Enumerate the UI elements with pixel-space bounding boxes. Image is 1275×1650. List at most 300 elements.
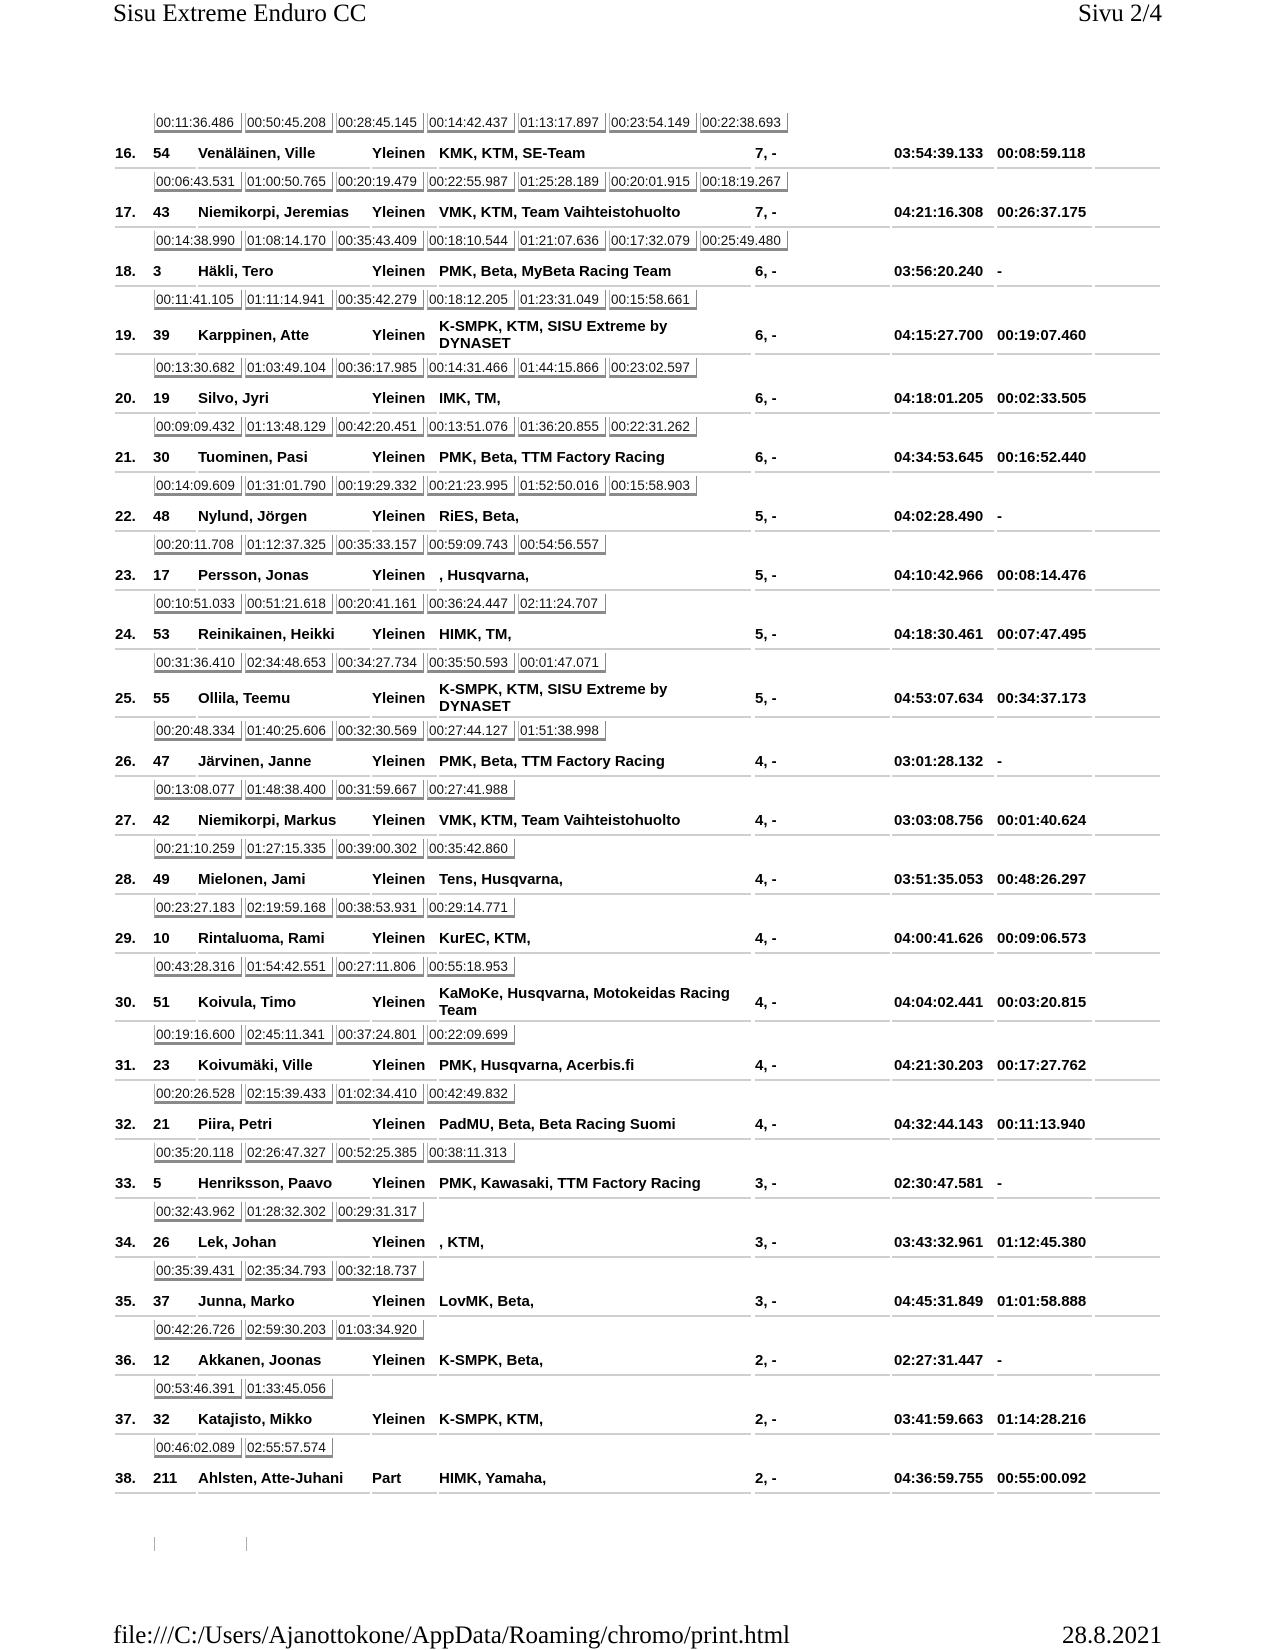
lap-time-cell: 00:35:20.118	[154, 1143, 242, 1163]
rider-club: KurEC, KTM,	[439, 930, 531, 947]
lap-time-cell: 00:23:02.597	[609, 358, 697, 378]
cell-underline	[1095, 716, 1160, 718]
rider-number: 12	[153, 1352, 170, 1369]
cell-underline	[198, 589, 370, 591]
lap-time-cell: 00:52:25.385	[336, 1143, 424, 1163]
cell-underline	[198, 1315, 370, 1317]
cell-underline	[198, 1020, 370, 1022]
lap-time-cell: 00:27:44.127	[427, 721, 515, 741]
cell-underline	[115, 285, 153, 287]
result-row	[115, 982, 1160, 1022]
cell-underline	[153, 716, 196, 718]
cell-underline	[997, 1374, 1092, 1376]
cell-underline	[198, 471, 370, 473]
lap-time-cell: 00:18:12.205	[427, 290, 515, 310]
lap-time-cell: 01:51:38.998	[518, 721, 606, 741]
cell-underline	[115, 1256, 153, 1258]
lap-time-cell: 01:25:28.189	[518, 172, 606, 192]
cell-underline	[115, 648, 153, 650]
total-time: 04:21:30.203	[894, 1057, 984, 1074]
lap-time-cell: 01:36:20.855	[518, 417, 606, 437]
lap-time-cell: 00:39:00.302	[336, 839, 424, 859]
cell-underline	[997, 1079, 1092, 1081]
cell-underline	[892, 530, 994, 532]
cell-underline	[755, 471, 890, 473]
rider-club: PMK, Husqvarna, Acerbis.fi	[439, 1057, 635, 1074]
cell-underline	[372, 530, 437, 532]
laps-completed: 5, -	[755, 626, 777, 643]
result-row	[115, 1463, 1160, 1494]
rider-club: PMK, Beta, MyBeta Racing Team	[439, 263, 672, 280]
lap-time-cell: 00:31:59.667	[336, 780, 424, 800]
cell-underline	[755, 1315, 890, 1317]
cell-underline	[1095, 1315, 1160, 1317]
lap-times-row	[154, 653, 609, 677]
cell-underline	[439, 716, 751, 718]
result-position: 28.	[115, 871, 136, 888]
lap-time-cell: 01:21:07.636	[518, 231, 606, 251]
lap-time-cell: 00:23:27.183	[154, 898, 242, 918]
lap-time-cell: 00:36:17.985	[336, 358, 424, 378]
lap-times-row	[154, 1261, 427, 1285]
result-position: 38.	[115, 1470, 136, 1487]
cell-underline	[198, 775, 370, 777]
lap-time-cell: 02:15:39.433	[245, 1084, 333, 1104]
cell-underline	[892, 412, 994, 414]
time-gap: 00:01:40.624	[997, 812, 1087, 829]
laps-completed: 2, -	[755, 1470, 777, 1487]
lap-time-cell: 00:19:16.600	[154, 1025, 242, 1045]
lap-times-row	[154, 1379, 336, 1403]
cell-underline	[153, 1374, 196, 1376]
cell-underline	[997, 648, 1092, 650]
cell-underline	[372, 1433, 437, 1435]
cell-underline	[372, 353, 437, 355]
cell-underline	[372, 775, 437, 777]
cell-underline	[198, 1433, 370, 1435]
cell-underline	[198, 834, 370, 836]
cell-underline	[153, 648, 196, 650]
cell-underline	[198, 716, 370, 718]
cell-underline	[997, 1138, 1092, 1140]
lap-time-cell: 00:21:10.259	[154, 839, 242, 859]
lap-time-cell: 01:03:49.104	[245, 358, 333, 378]
rider-class: Yleinen	[372, 1234, 426, 1251]
cell-underline	[1095, 471, 1160, 473]
cell-underline	[439, 285, 751, 287]
cell-underline	[892, 893, 994, 895]
cell-underline	[755, 716, 890, 718]
rider-club: PMK, Beta, TTM Factory Racing	[439, 449, 665, 466]
lap-time-cell: 00:13:30.682	[154, 358, 242, 378]
cell-underline	[115, 589, 153, 591]
rider-class: Yleinen	[372, 204, 426, 221]
time-gap: 00:16:52.440	[997, 449, 1087, 466]
lap-times-row	[154, 1202, 427, 1226]
cell-underline	[755, 167, 890, 169]
cell-underline	[439, 834, 751, 836]
rider-club: K-SMPK, KTM, SISU Extreme by DYNASET	[439, 681, 668, 715]
rider-number: 5	[153, 1175, 162, 1192]
rider-name: Venäläinen, Ville	[198, 145, 316, 162]
result-position: 23.	[115, 567, 136, 584]
footer-file-path: file:///C:/Users/Ajanottokone/AppData/Roaming/chromo/print.html	[113, 1622, 790, 1649]
cell-underline	[198, 285, 370, 287]
result-position: 29.	[115, 930, 136, 947]
cell-underline	[1095, 1079, 1160, 1081]
cell-underline	[372, 716, 437, 718]
total-time: 03:56:20.240	[894, 263, 984, 280]
cell-underline	[153, 1492, 196, 1494]
result-row	[115, 197, 1160, 228]
rider-class: Yleinen	[372, 1116, 426, 1133]
lap-time-cell: 00:29:14.771	[427, 898, 515, 918]
lap-time-cell: 01:23:31.049	[518, 290, 606, 310]
result-position: 27.	[115, 812, 136, 829]
cell-underline	[892, 1197, 994, 1199]
result-position: 20.	[115, 390, 136, 407]
total-time: 04:21:16.308	[894, 204, 984, 221]
rider-number: 21	[153, 1116, 170, 1133]
laps-completed: 7, -	[755, 145, 777, 162]
cell-underline	[153, 226, 196, 228]
cell-underline	[755, 353, 890, 355]
lap-time-cell: 02:26:47.327	[245, 1143, 333, 1163]
result-row	[115, 923, 1160, 954]
rider-class: Yleinen	[372, 508, 426, 525]
rider-club: VMK, KTM, Team Vaihteistohuolto	[439, 204, 681, 221]
rider-name: Junna, Marko	[198, 1293, 295, 1310]
lap-times-row	[154, 1438, 336, 1462]
lap-time-cell: 00:54:56.557	[518, 535, 606, 555]
laps-completed: 5, -	[755, 508, 777, 525]
cell-underline	[115, 893, 153, 895]
cell-underline	[198, 1492, 370, 1494]
cell-underline	[372, 1256, 437, 1258]
cell-underline	[997, 952, 1092, 954]
laps-completed: 2, -	[755, 1411, 777, 1428]
lap-times-row	[154, 358, 700, 382]
cell-underline	[997, 1197, 1092, 1199]
cell-underline	[755, 226, 890, 228]
laps-completed: 6, -	[755, 390, 777, 407]
cell-underline	[198, 1197, 370, 1199]
cell-underline	[115, 353, 153, 355]
cell-underline	[755, 1020, 890, 1022]
rider-name: Henriksson, Paavo	[198, 1175, 333, 1192]
lap-time-cell: 00:34:27.734	[336, 653, 424, 673]
time-gap: 00:55:00.092	[997, 1470, 1087, 1487]
lap-time-cell: 02:55:57.574	[245, 1438, 333, 1458]
rider-club: Tens, Husqvarna,	[439, 871, 563, 888]
cell-underline	[755, 1374, 890, 1376]
result-row	[115, 746, 1160, 777]
cell-underline	[115, 952, 153, 954]
result-row	[115, 1345, 1160, 1376]
lap-times-row	[154, 1025, 518, 1049]
result-position: 25.	[115, 689, 136, 707]
cell-underline	[372, 834, 437, 836]
total-time: 04:34:53.645	[894, 449, 984, 466]
rider-class: Yleinen	[372, 1293, 426, 1310]
lap-times-row	[154, 1084, 518, 1108]
lap-time-cell: 00:22:31.262	[609, 417, 697, 437]
lap-time-cell: 00:15:58.661	[609, 290, 697, 310]
cell-underline	[198, 1374, 370, 1376]
cell-underline	[1095, 1374, 1160, 1376]
time-gap: 00:08:59.118	[997, 145, 1086, 162]
cell-underline	[892, 589, 994, 591]
rider-name: Niemikorpi, Jeremias	[198, 204, 349, 221]
rider-name: Niemikorpi, Markus	[198, 812, 337, 829]
cell-underline	[1095, 1138, 1160, 1140]
total-time: 04:04:02.441	[894, 993, 984, 1011]
time-gap: 00:48:26.297	[997, 871, 1087, 888]
rider-club: , KTM,	[439, 1234, 484, 1251]
cell-underline	[153, 530, 196, 532]
lap-time-cell: 01:03:34.920	[336, 1320, 424, 1340]
rider-club: VMK, KTM, Team Vaihteistohuolto	[439, 812, 681, 829]
total-time: 03:43:32.961	[894, 1234, 984, 1251]
total-time: 04:45:31.849	[894, 1293, 984, 1310]
cell-underline	[439, 893, 751, 895]
cell-underline	[755, 648, 890, 650]
laps-completed: 6, -	[755, 263, 777, 280]
lap-time-cell: 00:32:30.569	[336, 721, 424, 741]
lap-time-cell: 00:28:45.145	[336, 113, 424, 133]
cell-underline	[153, 952, 196, 954]
lap-time-cell: 00:20:48.334	[154, 721, 242, 741]
rider-number: 43	[153, 204, 170, 221]
cell-underline	[892, 952, 994, 954]
cell-underline	[198, 1079, 370, 1081]
time-gap: 01:12:45.380	[997, 1234, 1087, 1251]
rider-name: Akkanen, Joonas	[198, 1352, 322, 1369]
rider-club: IMK, TM,	[439, 390, 501, 407]
rider-club: K-SMPK, Beta,	[439, 1352, 544, 1369]
cell-underline	[198, 1138, 370, 1140]
result-row	[115, 501, 1160, 532]
cell-underline	[439, 353, 751, 355]
result-position: 35.	[115, 1293, 136, 1310]
cell-underline	[153, 412, 196, 414]
cell-underline	[1095, 167, 1160, 169]
cell-underline	[198, 893, 370, 895]
result-position: 37.	[115, 1411, 136, 1428]
rider-class: Yleinen	[372, 1057, 426, 1074]
cell-underline	[1095, 952, 1160, 954]
total-time: 04:00:41.626	[894, 930, 984, 947]
cell-underline	[755, 589, 890, 591]
lap-time-cell: 01:33:45.056	[245, 1379, 333, 1399]
rider-name: Tuominen, Pasi	[198, 449, 308, 466]
laps-completed: 3, -	[755, 1175, 777, 1192]
lap-time-cell: 00:14:09.609	[154, 476, 242, 496]
cell-underline	[372, 1315, 437, 1317]
rider-name: Persson, Jonas	[198, 567, 309, 584]
cell-underline	[153, 1020, 196, 1022]
rider-number: 30	[153, 449, 170, 466]
cell-underline	[115, 1020, 153, 1022]
lap-times-row	[154, 594, 609, 618]
result-row	[115, 315, 1160, 355]
rider-name: Lek, Johan	[198, 1234, 277, 1251]
result-row	[115, 138, 1160, 169]
total-time: 03:54:39.133	[894, 145, 984, 162]
rider-class: Yleinen	[372, 449, 426, 466]
laps-completed: 5, -	[755, 689, 777, 707]
time-gap: 00:19:07.460	[997, 326, 1087, 344]
cell-underline	[153, 471, 196, 473]
lap-times-row	[154, 839, 518, 863]
cell-underline	[115, 716, 153, 718]
lap-time-cell: 02:11:24.707	[518, 594, 606, 614]
result-position: 32.	[115, 1116, 136, 1133]
cell-underline	[997, 226, 1092, 228]
total-time: 04:36:59.755	[894, 1470, 984, 1487]
total-time: 04:10:42.966	[894, 567, 984, 584]
cell-underline	[892, 775, 994, 777]
cell-underline	[1095, 775, 1160, 777]
laps-completed: 4, -	[755, 1057, 777, 1074]
time-gap: -	[997, 1352, 1002, 1369]
rider-number: 3	[153, 263, 162, 280]
rider-class: Yleinen	[372, 812, 426, 829]
result-position: 18.	[115, 263, 136, 280]
cell-underline	[997, 167, 1092, 169]
lap-times-row	[154, 535, 609, 559]
cell-underline	[115, 1138, 153, 1140]
laps-completed: 4, -	[755, 812, 777, 829]
rider-name: Häkli, Tero	[198, 263, 274, 280]
cell-underline	[1095, 1197, 1160, 1199]
lap-time-cell: 02:19:59.168	[245, 898, 333, 918]
lap-times-row	[154, 172, 791, 196]
cell-underline	[892, 1315, 994, 1317]
rider-club: PadMU, Beta, Beta Racing Suomi	[439, 1116, 676, 1133]
lap-time-cell: 00:32:18.737	[336, 1261, 424, 1281]
lap-time-cell: 00:50:45.208	[245, 113, 333, 133]
lap-time-cell: 00:18:19.267	[700, 172, 788, 192]
cell-underline	[439, 1433, 751, 1435]
cell-underline	[115, 1374, 153, 1376]
time-gap: 00:08:14.476	[997, 567, 1087, 584]
lap-time-cell: 00:25:49.480	[700, 231, 788, 251]
cell-underline	[439, 167, 751, 169]
lap-time-cell: 00:06:43.531	[154, 172, 242, 192]
rider-class: Yleinen	[372, 1411, 426, 1428]
cell-underline	[153, 1256, 196, 1258]
result-row	[115, 442, 1160, 473]
cell-underline	[1095, 893, 1160, 895]
total-time: 04:18:01.205	[894, 390, 984, 407]
total-time: 02:30:47.581	[894, 1175, 984, 1192]
rider-name: Koivumäki, Ville	[198, 1057, 313, 1074]
cell-underline	[439, 471, 751, 473]
rider-number: 48	[153, 508, 170, 525]
lap-time-cell: 00:32:43.962	[154, 1202, 242, 1222]
lap-time-cell: 00:14:38.990	[154, 231, 242, 251]
cell-underline	[439, 1315, 751, 1317]
rider-club: K-SMPK, KTM,	[439, 1411, 544, 1428]
lap-times-row	[154, 721, 609, 745]
cell-underline	[997, 716, 1092, 718]
rider-number: 55	[153, 689, 170, 707]
total-time: 04:18:30.461	[894, 626, 984, 643]
cell-underline	[153, 775, 196, 777]
cell-underline	[153, 353, 196, 355]
rider-name: Rintaluoma, Rami	[198, 930, 325, 947]
cell-underline	[439, 412, 751, 414]
cell-underline	[372, 471, 437, 473]
cell-underline	[372, 1197, 437, 1199]
rider-class: Yleinen	[372, 753, 426, 770]
laps-completed: 2, -	[755, 1352, 777, 1369]
total-time: 04:02:28.490	[894, 508, 984, 525]
cell-underline	[372, 1138, 437, 1140]
table-end-divider	[154, 1537, 155, 1551]
rider-name: Järvinen, Janne	[198, 753, 312, 770]
rider-number: 47	[153, 753, 170, 770]
rider-number: 39	[153, 326, 170, 344]
rider-number: 32	[153, 1411, 170, 1428]
lap-time-cell: 00:31:36.410	[154, 653, 242, 673]
cell-underline	[372, 1492, 437, 1494]
rider-name: Ollila, Teemu	[198, 689, 291, 707]
time-gap: 00:07:47.495	[997, 626, 1087, 643]
lap-time-cell: 01:52:50.016	[518, 476, 606, 496]
cell-underline	[755, 1492, 890, 1494]
lap-time-cell: 02:45:11.341	[245, 1025, 333, 1045]
lap-time-cell: 00:27:11.806	[336, 957, 424, 977]
rider-class: Yleinen	[372, 993, 426, 1011]
rider-number: 42	[153, 812, 170, 829]
cell-underline	[892, 226, 994, 228]
lap-time-cell: 00:35:50.593	[427, 653, 515, 673]
time-gap: -	[997, 753, 1002, 770]
result-row	[115, 1227, 1160, 1258]
rider-number: 54	[153, 145, 170, 162]
rider-number: 37	[153, 1293, 170, 1310]
lap-time-cell: 00:37:24.801	[336, 1025, 424, 1045]
result-position: 16.	[115, 145, 136, 162]
result-row	[115, 383, 1160, 414]
result-position: 33.	[115, 1175, 136, 1192]
lap-time-cell: 01:44:15.866	[518, 358, 606, 378]
result-row	[115, 1168, 1160, 1199]
lap-time-cell: 01:02:34.410	[336, 1084, 424, 1104]
lap-time-cell: 00:22:55.987	[427, 172, 515, 192]
result-position: 19.	[115, 326, 136, 344]
cell-underline	[1095, 530, 1160, 532]
rider-club: KaMoKe, Husqvarna, Motokeidas Racing Team	[439, 985, 730, 1019]
lap-time-cell: 00:35:43.409	[336, 231, 424, 251]
cell-underline	[997, 834, 1092, 836]
lap-times-row	[154, 957, 518, 981]
cell-underline	[115, 834, 153, 836]
rider-club: KMK, KTM, SE-Team	[439, 145, 586, 162]
cell-underline	[1095, 589, 1160, 591]
rider-name: Piira, Petri	[198, 1116, 273, 1133]
cell-underline	[1095, 648, 1160, 650]
cell-underline	[153, 285, 196, 287]
cell-underline	[892, 1374, 994, 1376]
lap-time-cell: 01:08:14.170	[245, 231, 333, 251]
lap-time-cell: 00:17:32.079	[609, 231, 697, 251]
result-row	[115, 1404, 1160, 1435]
lap-times-row	[154, 476, 700, 500]
rider-class: Yleinen	[372, 263, 426, 280]
